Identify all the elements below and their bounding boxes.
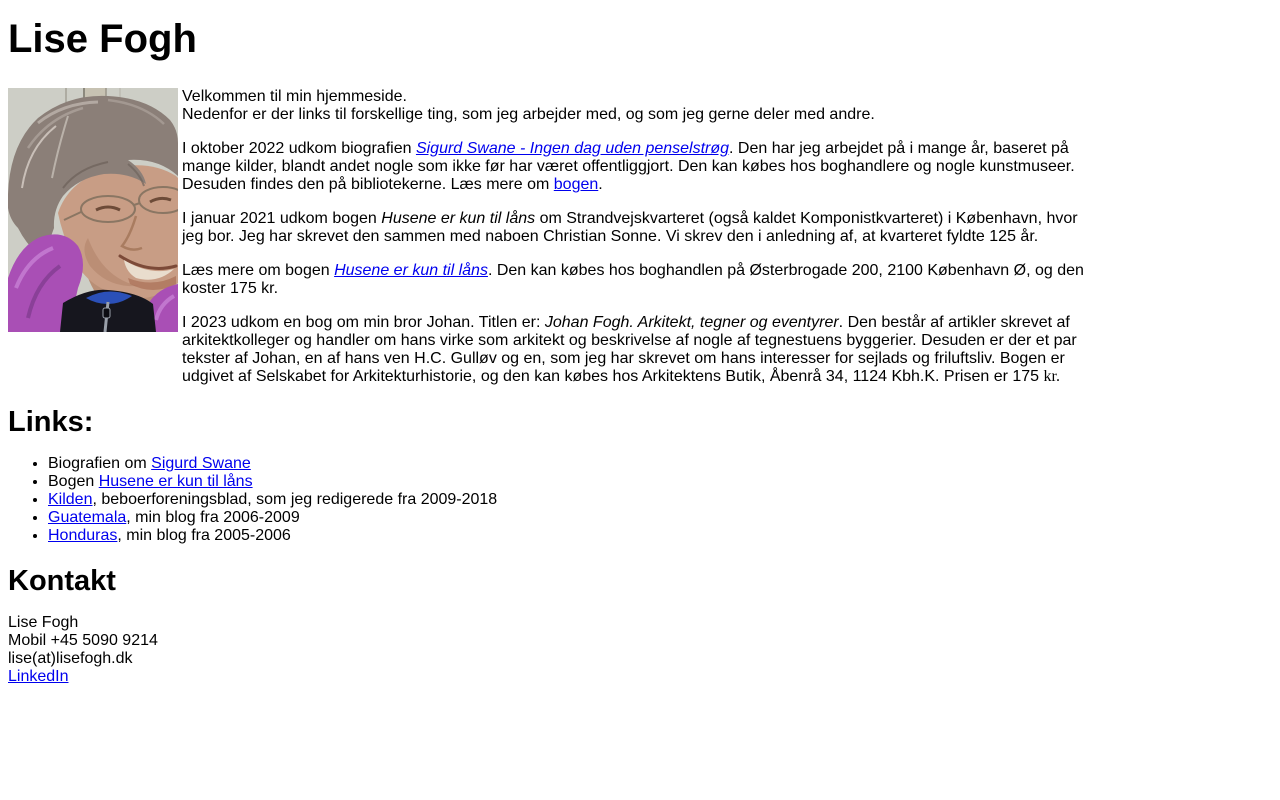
portrait-photo-image bbox=[8, 88, 178, 332]
johan-price-unit: kr. bbox=[1043, 368, 1060, 385]
welcome-line: Velkommen til min hjemmeside. bbox=[182, 88, 407, 105]
contact-details bbox=[8, 614, 1272, 686]
intro-section bbox=[8, 88, 1272, 386]
contact-email: lise(at)lisefogh.dk bbox=[8, 650, 133, 667]
page-title: Lise Fogh bbox=[8, 17, 197, 61]
links-list bbox=[8, 455, 1272, 545]
intro-text-column bbox=[182, 88, 1102, 386]
laes-mere-text-before: Læs mere om bogen bbox=[182, 262, 335, 279]
list-item-text: Biografien om bbox=[48, 455, 152, 472]
list-item-honduras bbox=[48, 527, 1272, 545]
link-sigurd-swane-book[interactable]: Sigurd Swane - Ingen dag uden penselstrøg bbox=[415, 140, 730, 157]
portrait-photo bbox=[8, 88, 178, 332]
contact-section bbox=[8, 614, 1272, 686]
links-heading: Links: bbox=[8, 406, 94, 438]
contact-name: Lise Fogh bbox=[8, 614, 79, 631]
link-kilden[interactable]: Kilden bbox=[48, 491, 93, 508]
paragraph-laes-mere bbox=[182, 262, 1102, 298]
husene-text-before: I januar 2021 udkom bogen bbox=[182, 210, 382, 227]
list-item-text: , min blog fra 2006-2009 bbox=[126, 509, 300, 526]
link-husene-er-kun-til-laans[interactable]: Husene er kun til låns bbox=[334, 262, 488, 279]
list-item-sigurd-swane bbox=[48, 455, 1272, 473]
johan-text-before: I 2023 udkom en bog om min bror Johan. Titlen er: bbox=[182, 314, 545, 331]
link-guatemala[interactable]: Guatemala bbox=[48, 509, 127, 526]
contact-heading: Kontakt bbox=[8, 565, 116, 597]
link-honduras[interactable]: Honduras bbox=[48, 527, 118, 544]
link-bogen[interactable]: bogen bbox=[553, 176, 599, 193]
list-item-text: Bogen bbox=[48, 473, 99, 490]
paragraph-husene bbox=[182, 210, 1102, 246]
biography-text-after: . Den har jeg arbejdet på i mange år, baseret på mange kilder, blandt andet nogle som ikke før har været offentliggjort. Den kan købes hos boghandlere og nogle kunstmuseer. Desuden findes den på bibliotekerne. Læs mere om bbox=[182, 140, 1075, 193]
list-item-text: , min blog fra 2005-2006 bbox=[117, 527, 291, 544]
husene-text-after: om Strandvejskvarteret (også kaldet Komponistkvarteret) i København, hvor jeg bor. Jeg har skrevet den sammen med naboen Christian Sonne. Vi skrev den i anledning af, at kvarteret fyldte 125 år. bbox=[182, 210, 1078, 245]
link-linkedin[interactable]: LinkedIn bbox=[8, 668, 69, 685]
link-husene[interactable]: Husene er kun til låns bbox=[98, 473, 253, 490]
biography-text-end: . bbox=[598, 176, 603, 193]
list-item-guatemala bbox=[48, 509, 1272, 527]
husene-book-title: Husene er kun til låns bbox=[381, 210, 536, 227]
johan-text-after: . Den består af artikler skrevet af arkitektkolleger og handler om hans virke som arkitekt og beskrivelse af nogle af tegnestuens byggerier. Desuden er der et par tekster af Johan, en af hans ven H.C. Gulløv og en, som jeg har skrevet om hans interesser for sejlads og friluftsliv. Bogen er udgivet af Selskabet for Arkitekturhistorie, og den kan købes hos Arkitektens Butik, Åbenrå 34, 1124 Kbh.K. Prisen er 175 bbox=[182, 314, 1077, 385]
contact-mobile: Mobil +45 5090 9214 bbox=[8, 632, 158, 649]
paragraph-johan bbox=[182, 314, 1102, 386]
laes-mere-text-after: . Den kan købes hos boghandlen på Østerbrogade 200, 2100 København Ø, og den koster 175 kr. bbox=[182, 262, 1084, 297]
list-item-kilden bbox=[48, 491, 1272, 509]
link-sigurd-swane[interactable]: Sigurd Swane bbox=[151, 455, 251, 472]
welcome-subline: Nedenfor er der links til forskellige ting, som jeg arbejder med, og som jeg gerne deler med andre. bbox=[182, 106, 875, 123]
biography-text-before: I oktober 2022 udkom biografien bbox=[182, 140, 416, 157]
paragraph-welcome bbox=[182, 88, 1102, 124]
list-item-husene bbox=[48, 473, 1272, 491]
paragraph-biography bbox=[182, 140, 1102, 194]
list-item-text: , beboerforeningsblad, som jeg redigerede fra 2009-2018 bbox=[92, 491, 498, 508]
johan-book-title: Johan Fogh. Arkitekt, tegner og eventyrer bbox=[544, 314, 839, 331]
